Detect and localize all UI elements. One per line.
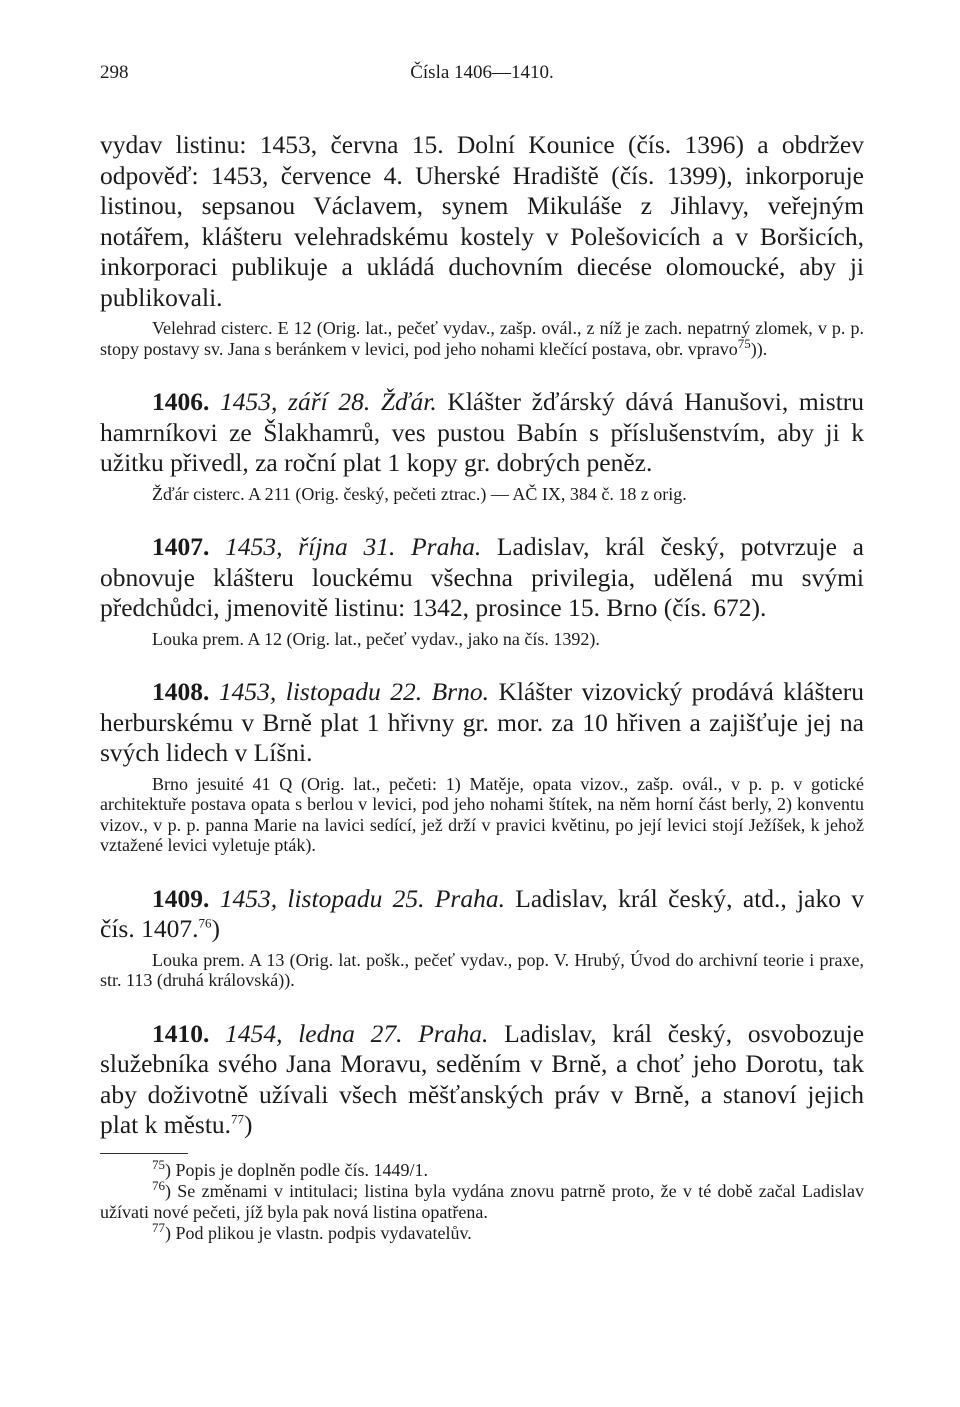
footnote-75: $^{75}$) Popis je doplněn podle čís. 1449/1. xyxy=(152,1156,428,1180)
page-number: 298 xyxy=(100,62,129,83)
page-header xyxy=(100,62,864,88)
footnote-ref-77: 77 xyxy=(231,1111,245,1127)
footnote-77: $^{77}$) Pod plikou je vlastn. podpis vydavatelův. xyxy=(152,1219,472,1243)
entry-date: 1453, října 31. Praha. xyxy=(225,532,482,561)
entry-number: 1408. xyxy=(152,677,210,706)
entry-archival-note: Brno jesuité 41 Q (Orig. lat., pečeti: 1) Matěje, opata vizov., zašp. ovál., v p. p. v gotické architektuře postava opata s berlou v levici, pod jeho nohami štítek, na něm horní část berly, 2) konventu vizov., v p. p. panna Marie na lavici sedící, jež drží v pravici květinu, po její levici stojí Ježíšek, k jehož vztažené levici vyletuje pták). xyxy=(100,773,864,855)
entry-1406 xyxy=(100,387,864,504)
footnote-divider xyxy=(100,1153,188,1154)
footnotes xyxy=(100,1156,864,1244)
entry-text: Klášter vizovický prodává klášteru herburskému v Brně plat 1 hřivny gr. mor. za 10 hřiven a zajišťuje jej na svých lidech v Líšni. xyxy=(100,677,865,767)
entry-text: Ladislav, král český, potvrzuje a obnovuje klášteru louckému všechna privilegia, udělená mu svými předchůdci, jmenovitě listinu: 1342, prosince 15. Brno (čís. 672). xyxy=(100,532,864,622)
entry-body xyxy=(100,387,864,479)
entry-date: 1454, ledna 27. Praha. xyxy=(225,1018,489,1048)
entry-number: 1410. xyxy=(152,1018,210,1048)
entry-body: 1409. 1453, listopadu 25. Praha. Ladislav, král český, atd., jako v čís. 1407.76) xyxy=(100,883,865,943)
entry-date: 1453, listopadu 22. Brno. xyxy=(218,677,489,706)
entry-archival-note: Žďár cisterc. A 211 (Orig. český, pečeti ztrac.) — AČ IX, 384 č. 18 z orig. xyxy=(152,483,687,504)
entries-list xyxy=(100,387,864,1141)
entry-body: 1410. 1454, ledna 27. Praha. Ladislav, král český, osvobozuje služebníka svého Jana Moravu, seděním v Brně, a choť jeho Dorotu, tak aby doživotně užívali všech měšťanských práv v Brně, a stanoví jejich plat k městu.$^{77}$) xyxy=(100,1018,865,1139)
footnote-76: $^{76}$) Se změnami v intitulaci; listina byla vydána znovu patrně proto, že v té době začal Ladislav užívati nové pečeti, jíž byla pak nová listina opatřena. xyxy=(100,1177,864,1222)
entry-text: Ladislav, král český, osvobozuje služebníka svého Jana Moravu, seděním v Brně, a choť jeho Dorotu, tak aby doživotně užívali všech měšťanských práv v Brně, a stanoví jejich plat k městu. xyxy=(100,1018,865,1139)
continuation-paragraph: vydav listinu: 1453, června 15. Dolní Kounice (čís. 1396) a obdržev odpověď: 1453, července 4. Uherské Hradiště (čís. 1399), inkorporuje listinou, sepsanou Václavem, synem Mikuláše z Jihlavy, veřejným notářem, klášteru velehradskému kostely v Polešovicích a v Boršicích, inkorporaci publikuje a ukládá duchovním diecése olomoucké, aby ji publikovali. xyxy=(100,130,864,312)
entry-1407 xyxy=(100,532,864,649)
continuation-archival-note: Velehrad cisterc. E 12 (Orig. lat., pečeť vydav., zašp. ovál., z níž je zach. nepatrný zlomek, v p. p. stopy postavy sv. Jana s beránkem v levici, pod jeho nohami klečící postava, obr. vpravo$^{75}$)). xyxy=(100,318,864,359)
entry-number: 1407. xyxy=(152,532,210,561)
entry-text: Ladislav, král český, atd., jako v čís. 1407. xyxy=(100,883,865,943)
document-page xyxy=(100,62,864,1244)
entry-body xyxy=(100,532,864,624)
running-title: Čísla 1406—1410. xyxy=(410,62,554,83)
entry-body xyxy=(100,677,864,769)
entry-number: 1406. xyxy=(152,387,210,416)
entry-1408 xyxy=(100,677,864,856)
entry-archival-note: Louka prem. A 13 (Orig. lat. pošk., pečeť vydav., pop. V. Hrubý, Úvod do archivní teorie i praxe, str. 113 (druhá královská)). xyxy=(100,949,864,990)
entry-text: Klášter žďárský dává Hanušovi, mistru hamrníkovi ze Šlakhamrů, ves pustou Babín s příslušenstvím, aby ji k užitku přivedl, za roční plat 1 kopy gr. dobrých peněz. xyxy=(100,387,865,477)
footnote-ref-76: 76 xyxy=(198,915,212,931)
footnote-ref-75: 75 xyxy=(737,335,751,351)
entry-1410 xyxy=(100,1019,864,1141)
entry-1409 xyxy=(100,884,864,991)
entry-date: 1453, září 28. Žďár. xyxy=(220,387,437,416)
entry-archival-note: Louka prem. A 12 (Orig. lat., pečeť vydav., jako na čís. 1392). xyxy=(152,628,600,649)
entry-number: 1409. xyxy=(152,883,210,913)
entry-date: 1453, listopadu 25. Praha. xyxy=(219,883,505,913)
